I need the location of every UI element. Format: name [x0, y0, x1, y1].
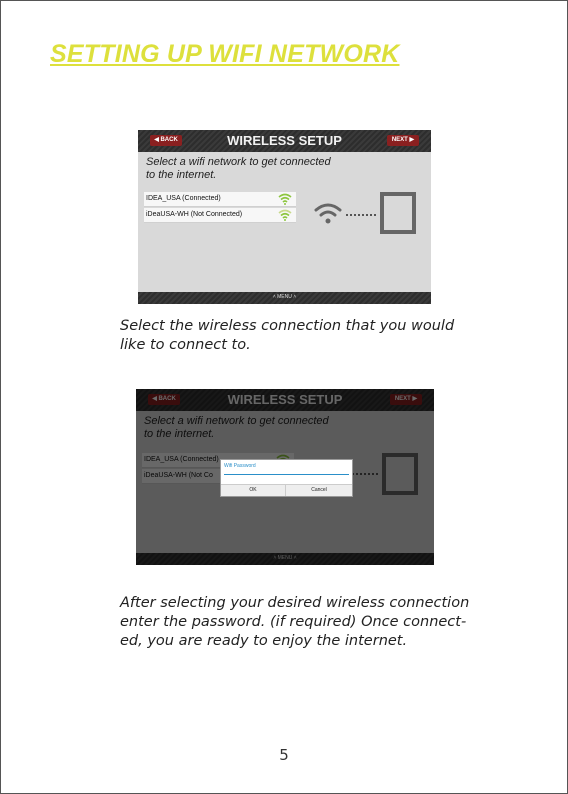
caption-1: [120, 317, 454, 355]
prompt-line-2: to the internet.: [146, 169, 217, 181]
cancel-button[interactable]: Cancel: [286, 484, 352, 496]
caption-2-line-1: After selecting your desired wireless connection: [120, 595, 470, 611]
top-bar: [138, 130, 431, 152]
bottom-bar: [138, 292, 431, 304]
network-prompt: [146, 156, 356, 182]
caption-2: [120, 594, 469, 651]
network-item[interactable]: [144, 208, 296, 223]
page-heading: SETTING UP WIFI NETWORK: [50, 40, 400, 68]
caption-1-line-1: Select the wireless connection that you would: [120, 318, 455, 334]
caption-2-line-2: enter the password. (if required) Once connect-: [120, 614, 467, 630]
device-icon: [380, 192, 416, 234]
screen-title: WIRELESS SETUP: [227, 133, 342, 148]
wifi-icon: [314, 202, 342, 224]
connection-dots: [346, 214, 378, 216]
prompt-line-1: Select a wifi network to get connected: [146, 156, 331, 168]
page-number: 5: [279, 746, 289, 764]
network-item[interactable]: [144, 192, 296, 207]
ok-button[interactable]: OK: [221, 484, 286, 496]
network-name: iDeaUSA-WH (Not Connected): [146, 211, 243, 218]
wifi-signal-icon: [278, 209, 292, 221]
wifi-password-dialog: [220, 459, 353, 497]
network-name: IDEA_USA (Connected): [146, 195, 221, 202]
wireless-setup-screenshot-2: [136, 389, 434, 565]
caption-2-line-3: ed, you are ready to enjoy the internet.: [120, 633, 408, 649]
caption-1-line-2: like to connect to.: [120, 337, 251, 353]
back-button[interactable]: ◀ BACK: [150, 135, 182, 146]
next-button[interactable]: NEXT ▶: [387, 135, 419, 146]
password-input[interactable]: [224, 474, 349, 475]
wireless-setup-screenshot-1: [138, 130, 431, 304]
wifi-signal-icon: [278, 193, 292, 205]
password-field-label: Wifi Password: [224, 463, 256, 469]
menu-button[interactable]: ˄ MENU ˄: [272, 294, 297, 300]
